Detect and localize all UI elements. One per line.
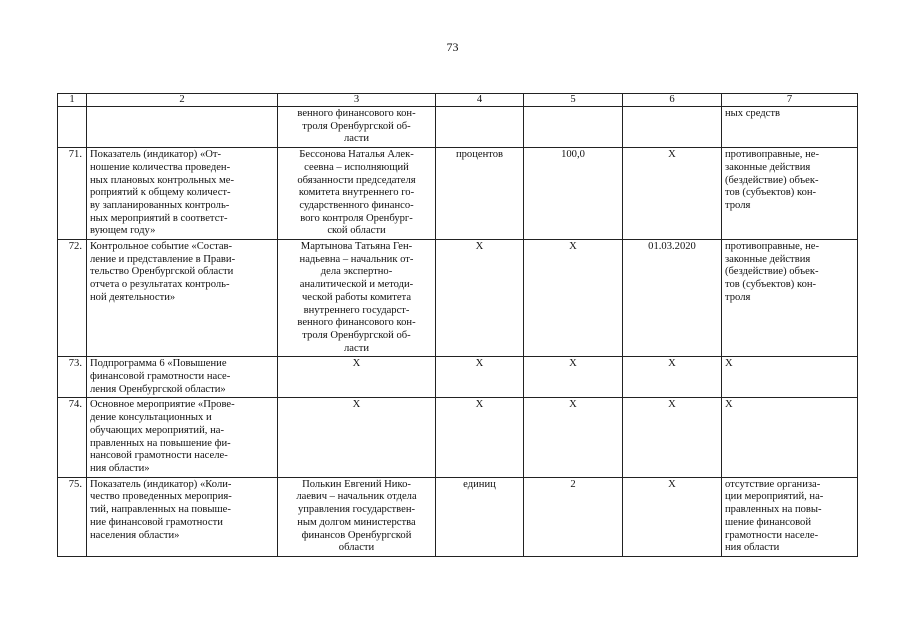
effect-cell-line: законные действия (725, 161, 811, 173)
measure-name-line: финансовой грамотности насе- (90, 371, 231, 383)
effect-cell (722, 357, 858, 398)
effect-cell-line: троля (725, 199, 751, 211)
measure-name-line: Основное мероприятие «Прове- (90, 399, 235, 411)
measure-name-line: дение консультационных и (90, 412, 212, 424)
value-cell: Х (524, 357, 623, 398)
value-cell: Х (524, 240, 623, 357)
responsible-person-line: венного финансового кон- (297, 108, 416, 119)
responsible-person-line: внутреннего государст- (303, 304, 410, 316)
measure-name-line: ление и представление в Прави- (90, 253, 236, 265)
effect-cell-line: (бездействие) объек- (725, 174, 819, 186)
responsible-person-line: Мартынова Татьяна Ген- (300, 241, 413, 253)
row-number (58, 107, 87, 148)
measure-name-line: Показатель (индикатор) «Коли- (90, 478, 232, 490)
header-col-6: 6 (623, 94, 722, 107)
row-number: 72. (58, 240, 87, 357)
measure-name-line: Показатель (индикатор) «От- (90, 149, 222, 161)
date-cell (623, 107, 722, 148)
date-cell: 01.03.2020 (623, 240, 722, 357)
effect-cell-line: отсутствие организа- (725, 478, 821, 490)
responsible-person-line: лаевич – начальник отдела (296, 491, 417, 503)
header-col-3: 3 (278, 94, 436, 107)
unit-cell: Х (436, 398, 524, 477)
header-col-1: 1 (58, 94, 87, 107)
effect-cell-line: Х (725, 358, 733, 370)
responsible-person-line: дела экспертно- (320, 266, 393, 278)
measure-name-line: ношение количества проведен- (90, 161, 231, 173)
responsible-person-line: Х (352, 358, 361, 370)
responsible-person-line: сударственного финансо- (299, 199, 414, 211)
unit-cell (436, 107, 524, 148)
responsible-person-line: вого контроля Оренбург- (300, 212, 413, 224)
measure-name-line: Контрольное событие «Состав- (90, 241, 233, 253)
measure-name-line: ние финансовой грамотности (90, 516, 223, 528)
responsible-person (278, 477, 436, 556)
responsible-person (278, 148, 436, 240)
unit-cell: Х (436, 357, 524, 398)
responsible-person (278, 107, 436, 148)
measure-name-line: ния области» (90, 462, 150, 474)
measure-name-line: обучающих мероприятий, на- (90, 424, 224, 436)
value-cell: 2 (524, 477, 623, 556)
measure-name-line: тельство Оренбургской области (90, 266, 234, 278)
responsible-person-line: надьевна – начальник от- (299, 253, 414, 265)
responsible-person-line: ласти (344, 342, 369, 354)
table-body (58, 107, 858, 557)
responsible-person-line: троля Оренбургской об- (302, 120, 411, 132)
date-cell: Х (623, 357, 722, 398)
responsible-person-line: ласти (344, 133, 369, 145)
unit-cell: единиц (436, 477, 524, 556)
measure-name-line: роприятий к общему количест- (90, 187, 231, 199)
responsible-person-line: ным долгом министерства (297, 516, 416, 528)
page-number: 73 (446, 40, 459, 54)
responsible-person-line: сеевна – исполняющий (304, 161, 409, 173)
effect-cell (722, 107, 858, 148)
row-number: 74. (58, 398, 87, 477)
table-row (58, 357, 858, 398)
responsible-person-line: ческой работы комитета (301, 291, 412, 303)
table-row (58, 107, 858, 148)
measure-name-line: чество проведенных мероприя- (90, 491, 232, 503)
responsible-person-line: комитета внутреннего го- (298, 187, 415, 199)
measure-name (87, 477, 278, 556)
table-row (58, 148, 858, 240)
effect-cell-line: противоправные, не- (725, 241, 820, 253)
measure-name (87, 357, 278, 398)
effect-cell (722, 398, 858, 477)
measure-name (87, 240, 278, 357)
measure-name-line: ных мероприятий в соответст- (90, 212, 228, 224)
responsible-person-line: Бессонова Наталья Алек- (299, 149, 414, 161)
header-row (58, 94, 858, 107)
measure-name-line: вующем году» (90, 225, 156, 237)
date-cell: Х (623, 398, 722, 477)
row-number: 71. (58, 148, 87, 240)
effect-cell-line: ции мероприятий, на- (725, 491, 824, 503)
row-number: 73. (58, 357, 87, 398)
effect-cell-line: противоправные, не- (725, 149, 820, 161)
effect-cell-line: законные действия (725, 253, 811, 265)
measure-name-line: ления Оренбургской области» (90, 383, 226, 395)
effect-cell-line: Х (725, 399, 733, 411)
effect-cell-line: грамотности населе- (725, 529, 819, 541)
table-row (58, 398, 858, 477)
responsible-person-line: области (338, 542, 375, 554)
value-cell: Х (524, 398, 623, 477)
measure-name-line: отчета о результатах контроль- (90, 279, 230, 291)
measure-name-line: тий, направленных на повыше- (90, 504, 231, 516)
date-cell: Х (623, 148, 722, 240)
measure-name-line: правленных на повышение фи- (90, 437, 231, 449)
header-col-2: 2 (87, 94, 278, 107)
responsible-person-line: управления государствен- (297, 504, 416, 516)
effect-cell-line: шение финансовой (725, 516, 812, 528)
effect-cell (722, 477, 858, 556)
responsible-person-line: ской области (327, 225, 386, 237)
measure-name-line: ной деятельности» (90, 291, 176, 303)
measure-name-line: ву запланированных контроль- (90, 199, 230, 211)
effect-cell-line: ния области (725, 542, 780, 554)
responsible-person-line: Полькин Евгений Нико- (302, 478, 411, 490)
header-col-7: 7 (722, 94, 858, 107)
responsible-person-line: венного финансового кон- (297, 317, 416, 329)
value-cell: 100,0 (524, 148, 623, 240)
measure-name-line: нансовой грамотности населе- (90, 450, 228, 462)
measure-name-line: населения области» (90, 529, 180, 541)
effect-cell-line: (бездействие) объек- (725, 266, 819, 278)
effect-cell-line: тов (субъектов) кон- (725, 187, 817, 199)
table-row (58, 240, 858, 357)
row-number: 75. (58, 477, 87, 556)
responsible-person-line: обязанности председателя (297, 174, 416, 186)
responsible-person (278, 357, 436, 398)
table-row (58, 477, 858, 556)
effect-cell (722, 148, 858, 240)
measure-name (87, 148, 278, 240)
responsible-person (278, 240, 436, 357)
data-table (57, 93, 858, 557)
date-cell: Х (623, 477, 722, 556)
responsible-person-line: Х (352, 399, 361, 411)
unit-cell: процентов (436, 148, 524, 240)
measure-name-line: ных плановых контрольных ме- (90, 174, 234, 186)
unit-cell: Х (436, 240, 524, 357)
responsible-person-line: финансов Оренбургской (301, 529, 412, 541)
header-col-5: 5 (524, 94, 623, 107)
responsible-person-line: аналитической и методи- (299, 279, 414, 291)
effect-cell-line: троля (725, 291, 751, 303)
responsible-person (278, 398, 436, 477)
effect-cell-line: ных средств (725, 108, 781, 119)
value-cell (524, 107, 623, 148)
effect-cell-line: тов (субъектов) кон- (725, 279, 817, 291)
effect-cell-line: правленных на повы- (725, 504, 822, 516)
measure-name (87, 107, 278, 148)
responsible-person-line: троля Оренбургской об- (302, 329, 411, 341)
measure-name-line: Подпрограмма 6 «Повышение (90, 358, 227, 370)
measure-name (87, 398, 278, 477)
header-col-4: 4 (436, 94, 524, 107)
effect-cell (722, 240, 858, 357)
